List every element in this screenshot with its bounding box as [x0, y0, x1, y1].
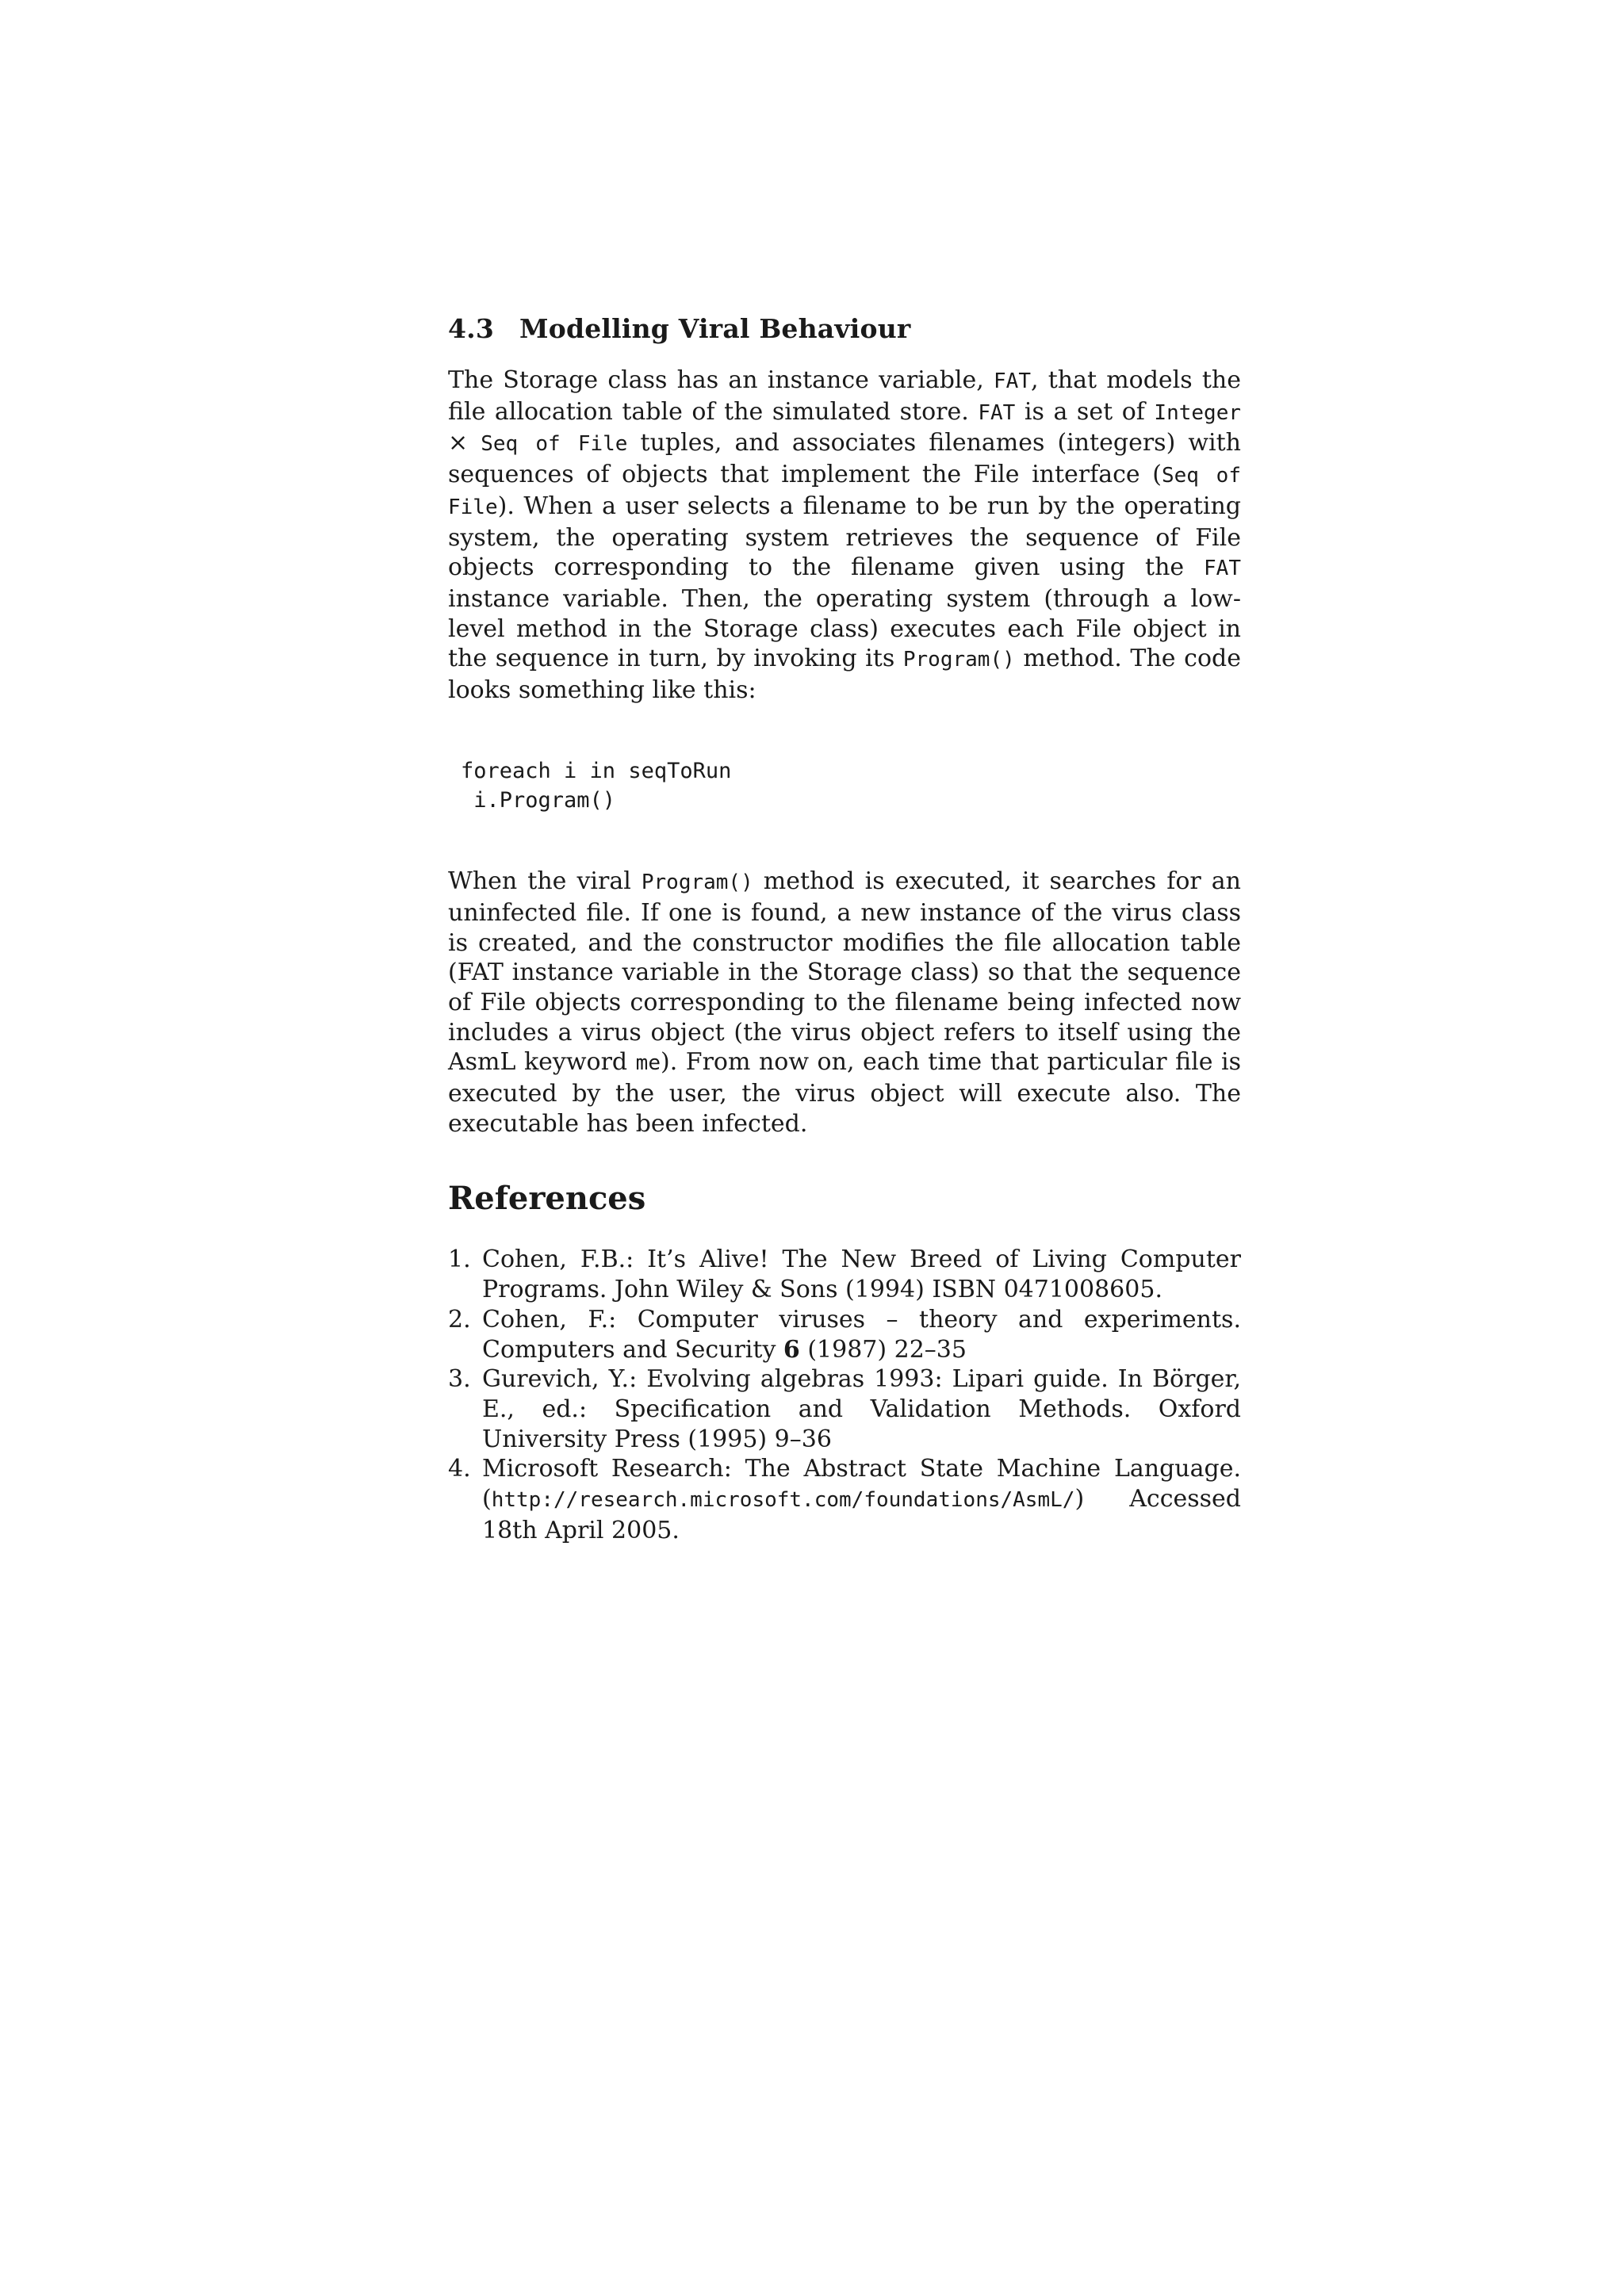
undefined-text-span: ). From now on, each time that particular file is executed by the user, the virus object will execute also. The executable has been infected.	[448, 1048, 1241, 1138]
paragraph-text-span: tuples, and associates filenames (integers) with sequences of objects that implement the File interface (	[448, 429, 1241, 489]
paragraph-text-span: method. The code looks something like this:	[448, 645, 1241, 705]
paragraph-text-span: , that models the file allocation table of the simulated store.	[448, 366, 1241, 426]
paragraph-code-span: Integer	[1154, 400, 1241, 425]
reference-text-span: ) Accessed 18th April 2005.	[482, 1485, 1241, 1544]
paragraph-text-span: The Storage class has an instance variable,	[448, 366, 994, 394]
reference-list	[448, 1245, 1241, 1545]
code-line: i.Program()	[461, 788, 616, 813]
paragraph-code-span: Seq of File	[448, 464, 1241, 519]
paragraph-code-span: FAT	[978, 400, 1016, 425]
undefined-text-span: method is executed, it searches for an uninfected file. If one is found, a new instance of the virus class is created, and the constructor modifies the file allocation table (FAT instance variable in the Storage class) so that the sequence of File objects corresponding to the filename being infected now includes a virus object (the virus object refers to itself using the AsmL keyword	[448, 867, 1241, 1077]
paragraph-code-span: Seq of File	[481, 432, 628, 457]
body-paragraph-1	[448, 365, 1241, 706]
reference-item	[448, 1454, 1241, 1545]
section-heading	[448, 313, 1241, 345]
body-paragraph-2	[448, 867, 1241, 1138]
references-heading: References	[448, 1180, 646, 1218]
undefined-text-span: When the viral	[448, 867, 642, 896]
reference-number: 3.	[448, 1365, 471, 1394]
section-title: Modelling Viral Behaviour	[519, 313, 911, 344]
paragraph-code-span: FAT	[994, 369, 1031, 393]
reference-item	[448, 1245, 1241, 1304]
code-block	[448, 756, 1241, 816]
reference-number: 1.	[448, 1246, 471, 1274]
paragraph-text-span: ). When a user selects a filename to be run by the operating system, the operating system retrieves the sequence of File objects corresponding to the filename given using the	[448, 492, 1241, 582]
reference-code-span[interactable]: http://research.microsoft.com/foundations/AsmL/	[491, 1488, 1075, 1513]
paragraph-text-span: instance variable. Then, the operating system (through a low-level method in the Storage class) executes each File object in the sequence in turn, by invoking its	[448, 584, 1241, 673]
undefined-code-span: Program()	[641, 871, 753, 895]
code-line: foreach i in seqToRun	[461, 758, 732, 783]
undefined-code-span: me	[635, 1051, 661, 1076]
reference-item	[448, 1305, 1241, 1364]
reference-text-span: (1987) 22–35	[799, 1335, 967, 1364]
section-number: 4.3	[448, 313, 495, 344]
reference-text-span: Microsoft Research: The Abstract State Machine Language. (	[482, 1455, 1241, 1513]
reference-item	[448, 1364, 1241, 1454]
paragraph-text-span: ×	[448, 429, 481, 457]
reference-number: 4.	[448, 1455, 471, 1483]
reference-text-span: 6	[783, 1335, 800, 1364]
reference-text-span: Cohen, F.B.: It’s Alive! The New Breed of Living Computer Programs. John Wiley & Sons (1994) ISBN 0471008605.	[482, 1246, 1241, 1304]
paragraph-code-span: Program()	[902, 648, 1015, 672]
paragraph-text-span: is a set of	[1015, 397, 1155, 426]
page-content	[448, 313, 1241, 1546]
reference-text-span: Gurevich, Y.: Evolving algebras 1993: Lipari guide. In Börger, E., ed.: Specification and Validation Methods. Oxford University Press (1995) 9–36	[482, 1365, 1241, 1453]
reference-text-span: Cohen, F.: Computer viruses – theory and experiments. Computers and Security	[482, 1305, 1241, 1364]
reference-number: 2.	[448, 1305, 471, 1334]
paragraph-code-span: FAT	[1204, 557, 1241, 581]
